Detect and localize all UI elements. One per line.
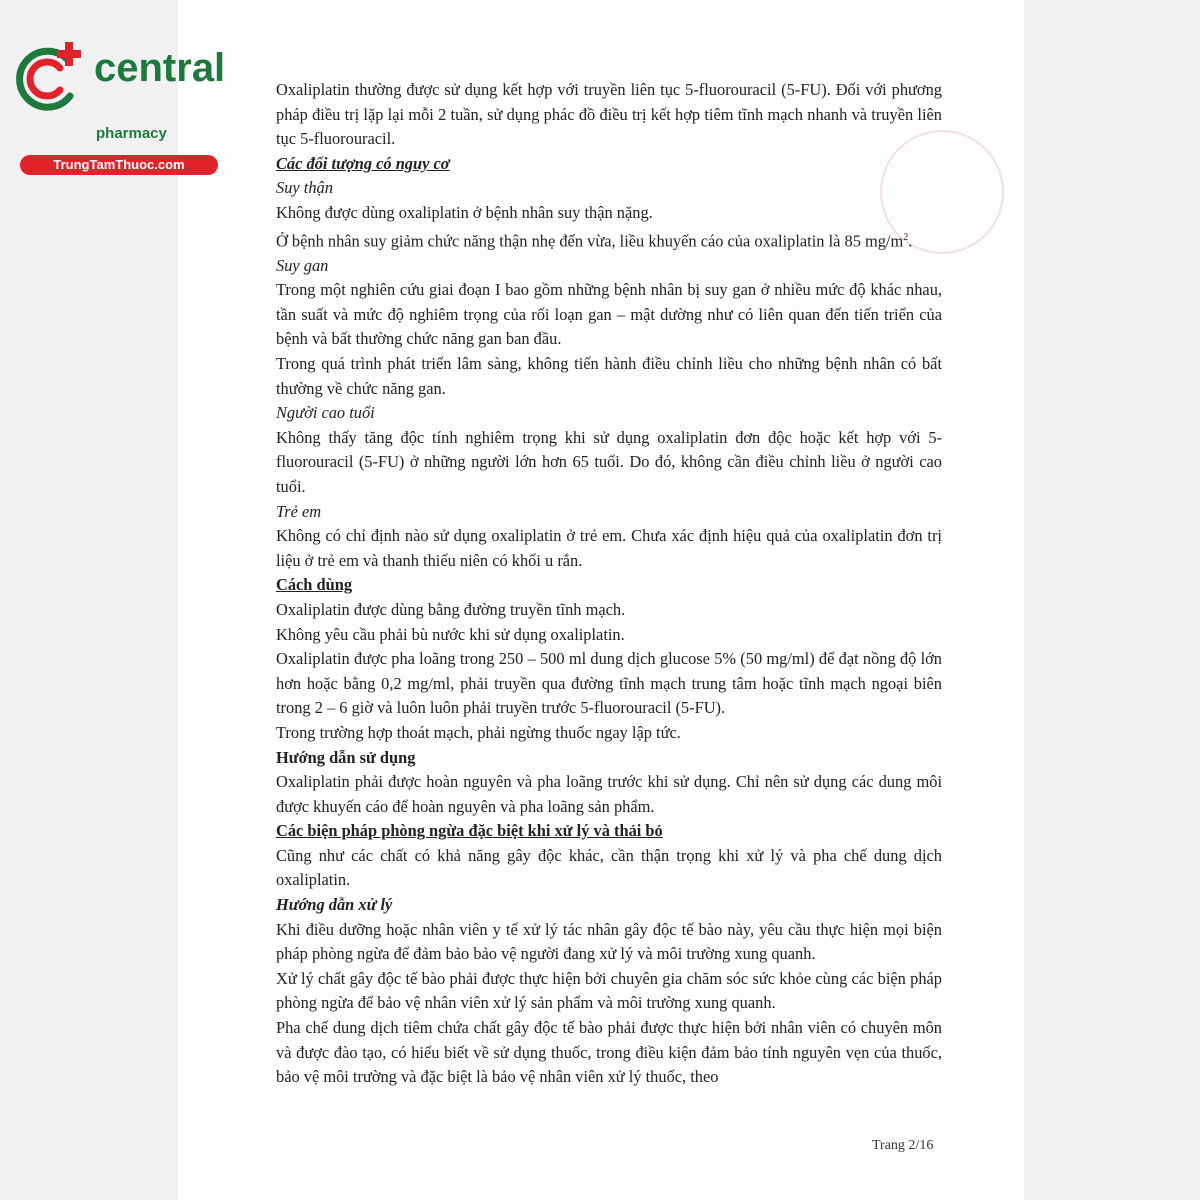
instructions-paragraph: Oxaliplatin phải được hoàn nguyên và pha loãng trước khi sử dụng. Chỉ nên sử dụng các dung môi được khuyến cáo để hoàn nguyên và pha loãng sản phẩm. <box>276 772 942 816</box>
handling-paragraph-1: Khi điều dưỡng hoặc nhân viên y tế xử lý tác nhân gây độc tế bào này, yêu cầu thực hiện mọi biện pháp phòng ngừa để đảm bảo bảo vệ người đang xử lý và môi trường xung quanh. <box>276 919 942 964</box>
handling-paragraph-2: Xử lý chất gây độc tế bào phải được thực hiện bởi chuyên gia chăm sóc sức khỏe cùng các biện pháp phòng ngừa để bảo vệ nhân viên xử lý sản phẩm và môi trường xung quanh. <box>276 968 942 1013</box>
pharmacy-logo-icon <box>8 38 88 118</box>
handling-paragraph-3: Pha chế dung dịch tiêm chứa chất gây độc tế bào phải được thực hiện bởi nhân viên có chuyên môn và được đào tạo, có hiểu biết về sử dụng thuốc, trong điều kiện đảm bảo tính nguyên vẹn của thuốc, bảo vệ môi trường và đặc biệt là bảo vệ nhân viên xử lý thuốc, theo <box>276 1018 942 1087</box>
logo-name: central <box>94 46 226 90</box>
hepatic-impairment-title: Suy gan <box>276 255 329 275</box>
logo-subtitle: pharmacy <box>96 125 167 142</box>
precautions-heading: Các biện pháp phòng ngừa đặc biệt khi xử lý và thải bỏ <box>276 821 663 841</box>
usage-paragraph-1: Oxaliplatin được dùng bằng đường truyền tĩnh mạch. <box>276 599 626 619</box>
renal-paragraph-2 <box>276 226 942 254</box>
precautions-paragraph: Cũng như các chất có khả năng gây độc khác, cần thận trọng khi xử lý và pha chế dung dịch oxaliplatin. <box>276 845 942 890</box>
logo-website: TrungTamThuoc.com <box>20 155 218 175</box>
instructions-heading: Hướng dẫn sử dụng <box>276 747 416 767</box>
handling-heading: Hướng dẫn xử lý <box>276 895 393 915</box>
risk-groups-heading: Các đối tượng có nguy cơ <box>276 153 450 173</box>
elderly-title: Người cao tuổi <box>276 403 375 423</box>
renal-dose-text: Ở bệnh nhân suy giảm chức năng thận nhẹ đến vừa, liều khuyến cáo của oxaliplatin là 85 mg/m <box>276 231 904 251</box>
usage-paragraph-2: Không yêu cầu phải bù nước khi sử dụng oxaliplatin. <box>276 624 625 644</box>
usage-paragraph-4: Trong trường hợp thoát mạch, phải ngừng thuốc ngay lập tức. <box>276 722 681 742</box>
renal-dose-end: . <box>908 231 913 251</box>
renal-paragraph-1: Không được dùng oxaliplatin ở bệnh nhân suy thận nặng. <box>276 202 653 222</box>
document-body <box>276 78 942 1090</box>
intro-paragraph: Oxaliplatin thường được sử dụng kết hợp với truyền liên tục 5-fluorouracil (5-FU). Đối với phương pháp điều trị lặp lại mỗi 2 tuần, sử dụng phác đồ điều trị kết hợp tiêm tĩnh mạch nhanh và truyền liên tục 5-fluorouracil. <box>276 80 942 149</box>
renal-dose-sup: 2 <box>903 231 909 243</box>
children-title: Trẻ em <box>276 501 322 521</box>
usage-paragraph-3: Oxaliplatin được pha loãng trong 250 – 500 ml dung dịch glucose 5% (50 mg/ml) để đạt nồng độ lớn hơn hoặc bằng 0,2 mg/ml, phải truyền qua đường tĩnh mạch trung tâm hoặc tĩnh mạch ngoại biên trong 2 – 6 giờ và luôn luôn phải truyền trước 5-fluorouracil (5-FU). <box>276 649 942 718</box>
hepatic-paragraph-1: Trong một nghiên cứu giai đoạn I bao gồm những bệnh nhân bị suy gan ở nhiều mức độ khác nhau, tần suất và mức độ nghiêm trọng của rối loạn gan – mật dường như có liên quan đến tiến triển của bệnh và bất thường chức năng gan ban đầu. <box>276 280 942 349</box>
elderly-paragraph: Không thấy tăng độc tính nghiêm trọng khi sử dụng oxaliplatin đơn độc hoặc kết hợp với 5-fluorouracil (5-FU) ở những người lớn hơn 65 tuổi. Do đó, không cần điều chỉnh liều ở người cao tuổi. <box>276 427 942 496</box>
central-pharmacy-logo[interactable] <box>8 38 226 172</box>
renal-impairment-title: Suy thận <box>276 178 333 198</box>
usage-heading: Cách dùng <box>276 575 353 595</box>
hepatic-paragraph-2: Trong quá trình phát triển lâm sàng, không tiến hành điều chỉnh liều cho những bệnh nhân có bất thường về chức năng gan. <box>276 354 942 398</box>
page-number: Trang 2/16 <box>872 1138 934 1153</box>
children-paragraph: Không có chỉ định nào sử dụng oxaliplatin ở trẻ em. Chưa xác định hiệu quả của oxaliplatin đơn trị liệu ở trẻ em và thanh thiếu niên có khối u rắn. <box>276 526 942 570</box>
